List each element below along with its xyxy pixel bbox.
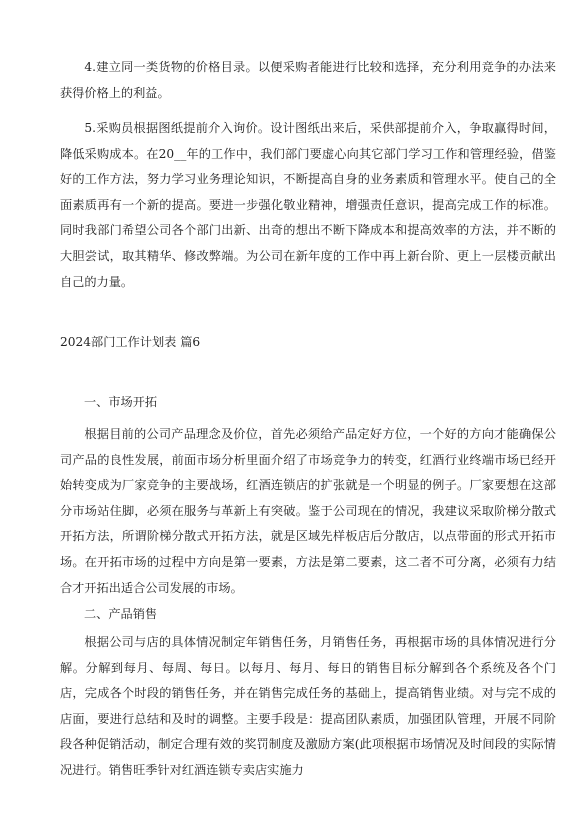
section-title: 2024部门工作计划表 篇6 [60,335,201,349]
heading-market-expansion: 一、市场开拓 [84,395,158,409]
paragraph-product-sales: 根据公司与店的具体情况制定年销售任务，月销售任务，再根据市场的具体情况进行分解。分解到每月、每周、每日。以每月、每月、每日的销售目标分解到各个系统及各个门店，完成各个时段的销售任务，并在销售完成任务的基础上，提高销售业绩。对与完不成的店面，要进行总结和及时的调整。主要手段是：提高团队素质，加强团队管理，开展不同阶段各种促销活动，制定合理有效的奖罚制度及激励方案(此项根据市场情况及时间段的实际情况进行。销售旺季针对红酒连锁专卖店实施力 [60,635,556,777]
paragraph-market-expansion: 根据目前的公司产品理念及价位，首先必须给产品定好方位，一个好的方向才能确保公司产品的良性发展，前面市场分析里面介绍了市场竞争力的转变，红酒行业终端市场已经开始转变成为厂家竞争的主要战场，红酒连锁店的扩张就是一个明显的例子。厂家要想在这部分市场站住脚，必须在服务与革新上有突破。鉴于公司现在的情况，我建议采取阶梯分散式开拓方法，所谓阶梯分散式开拓方法，就是区域先样板店后分散店，以点带面的形式开拓市场。在开拓市场的过程中方向是第一要素，方法是第二要素，这二者不可分离，必须有力结合才开拓出适合公司发展的市场。 [60,427,556,595]
heading-product-sales: 二、产品销售 [84,607,158,621]
paragraph-item-5: 5.采购员根据图纸提前介入询价。设计图纸出来后，采供部提前介入，争取赢得时间，降低采购成本。在20__年的工作中，我们部门要虚心向其它部门学习工作和管理经验，借鉴好的工作方法，努力学习业务理论知识，不断提高自身的业务素质和管理水平。使自己的全面素质再有一个新的提高。要进一步强化敬业精神，增强责任意识，提高完成工作的标准。同时我部门希望公司各个部门出新、出奇的想出不断下降成本和提高效率的方法，并不断的大胆尝试，取其精华、修改弊端。为公司在新年度的工作中再上新台阶、更上一层楼贡献出自己的力量。 [60,121,556,289]
paragraph-item-4: 4.建立同一类货物的价格目录。以便采购者能进行比较和选择，充分利用竞争的办法来获得价格上的利益。 [60,60,556,100]
